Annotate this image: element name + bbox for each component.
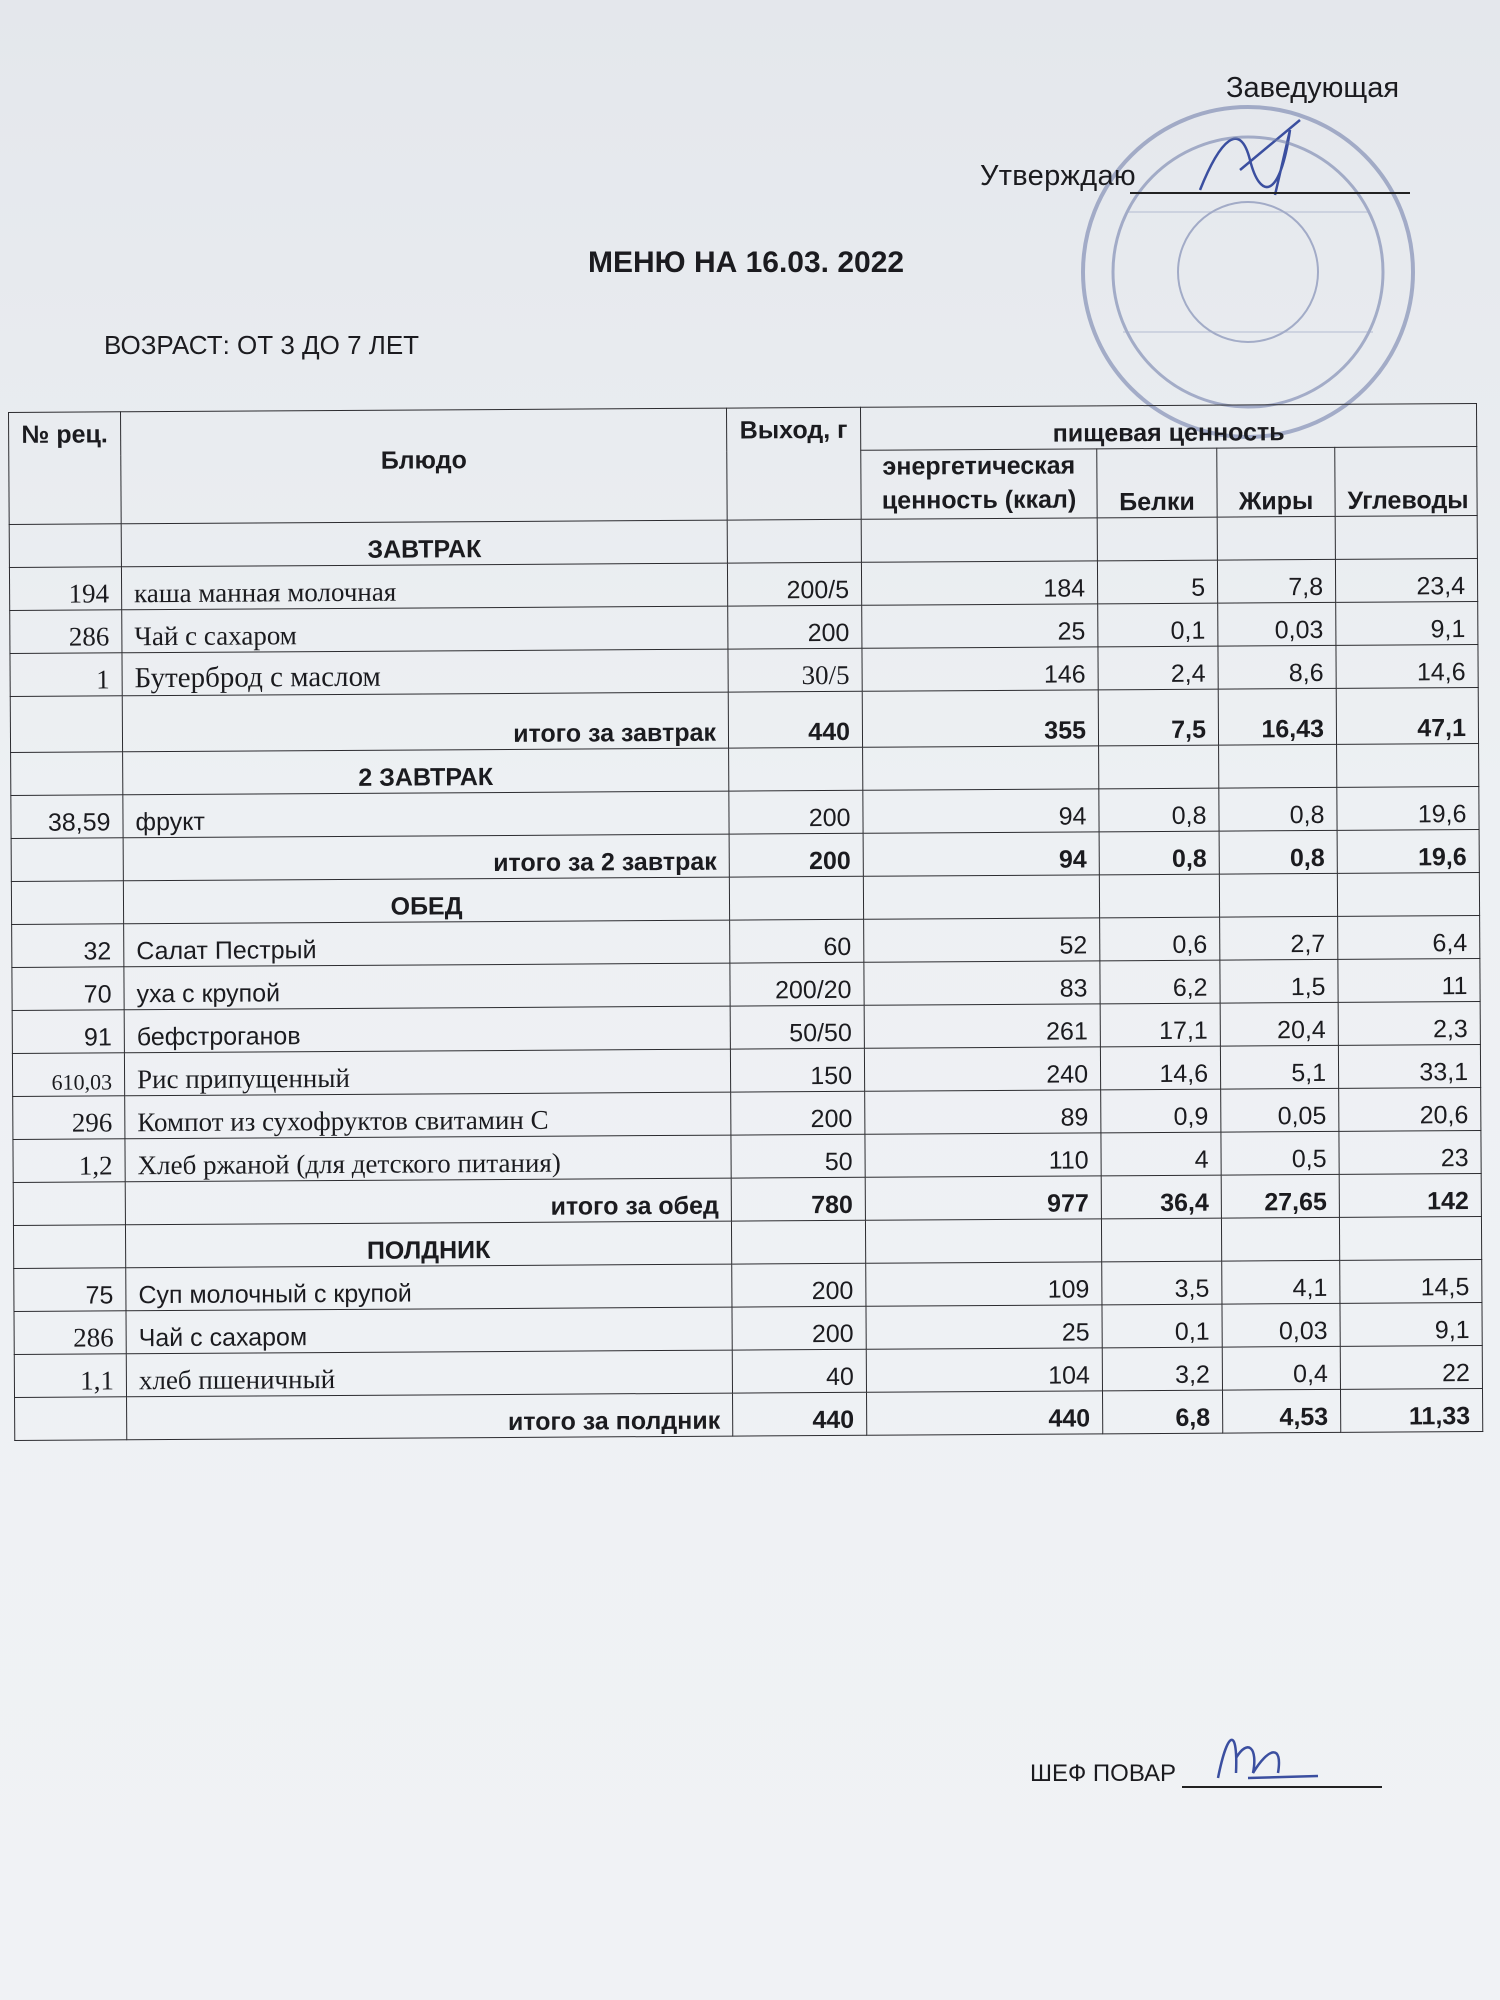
- chef-signature-line: [1182, 1786, 1382, 1788]
- dish-carbs: 33,1: [1338, 1044, 1480, 1088]
- section-title: ЗАВТРАК: [121, 520, 727, 567]
- col-protein-header: Белки: [1097, 448, 1217, 517]
- dish-protein: 4: [1101, 1132, 1221, 1176]
- dish-fat: 8,6: [1218, 645, 1336, 689]
- recipe-num: 1,2: [13, 1138, 125, 1182]
- dish-name: Чай с сахаром: [122, 606, 728, 653]
- dish-name: Рис припущенный: [124, 1049, 730, 1096]
- dish-name: Компот из сухофруктов свитамин С: [125, 1092, 731, 1139]
- menu-title: МЕНЮ НА 16.03. 2022: [588, 246, 905, 279]
- total-carbs: 47,1: [1336, 687, 1478, 744]
- dish-fat: 0,4: [1222, 1346, 1340, 1390]
- recipe-num: 38,59: [11, 794, 123, 838]
- dish-protein: 0,1: [1102, 1304, 1222, 1348]
- dish-protein: 2,4: [1098, 646, 1218, 690]
- dish-kcal: 184: [861, 560, 1097, 604]
- dish-protein: 6,2: [1100, 960, 1220, 1004]
- dish-carbs: 2,3: [1338, 1001, 1480, 1045]
- dish-yield: 60: [730, 919, 864, 963]
- dish-fat: 0,8: [1219, 787, 1337, 831]
- dish-carbs: 14,6: [1336, 644, 1478, 688]
- total-label: итого за полдник: [127, 1393, 733, 1440]
- total-label: итого за завтрак: [122, 692, 728, 752]
- total-row-snack: [15, 1388, 1483, 1440]
- col-fat-header: Жиры: [1217, 447, 1335, 516]
- dish-name: Чай с сахаром: [126, 1307, 732, 1354]
- total-fat: 4,53: [1222, 1389, 1340, 1433]
- recipe-num: 32: [12, 923, 124, 967]
- dish-kcal: 104: [866, 1347, 1102, 1391]
- total-carbs: 11,33: [1340, 1388, 1482, 1432]
- recipe-num: 286: [10, 609, 122, 653]
- dish-protein: 3,2: [1102, 1347, 1222, 1391]
- total-protein: 0,8: [1099, 831, 1219, 875]
- total-fat: 16,43: [1218, 688, 1336, 745]
- dish-kcal: 109: [866, 1261, 1102, 1305]
- dish-yield: 30/5: [728, 648, 862, 692]
- col-energy-header: энергетическая ценность (ккал): [861, 449, 1097, 519]
- dish-kcal: 25: [862, 603, 1098, 647]
- menu-table: [8, 403, 1483, 1440]
- dish-carbs: 19,6: [1337, 786, 1479, 830]
- chef-label: ШЕФ ПОВАР: [1030, 1760, 1177, 1787]
- dish-yield: 200: [732, 1263, 866, 1307]
- dish-carbs: 14,5: [1340, 1259, 1482, 1303]
- total-kcal: 355: [862, 689, 1098, 746]
- dish-fat: 1,5: [1220, 959, 1338, 1003]
- total-protein: 7,5: [1098, 689, 1218, 746]
- dish-yield: 40: [732, 1349, 866, 1393]
- dish-name: уха с крупой: [124, 963, 730, 1010]
- dish-fat: 2,7: [1220, 916, 1338, 960]
- section-title: 2 ЗАВТРАК: [123, 748, 729, 795]
- dish-protein: 17,1: [1100, 1003, 1220, 1047]
- dish-protein: 14,6: [1100, 1046, 1220, 1090]
- total-fat: 0,8: [1219, 830, 1337, 874]
- total-kcal: 440: [867, 1390, 1103, 1434]
- dish-yield: 200: [729, 790, 863, 834]
- dish-carbs: 6,4: [1338, 915, 1480, 959]
- recipe-num: 70: [12, 966, 124, 1010]
- total-kcal: 94: [863, 831, 1099, 875]
- section-title: ПОЛДНИК: [125, 1221, 731, 1268]
- dish-protein: 0,1: [1098, 603, 1218, 647]
- dish-name: фрукт: [123, 791, 729, 838]
- dish-yield: 200/5: [727, 562, 861, 606]
- recipe-num: 194: [9, 566, 121, 610]
- recipe-num: 1,1: [14, 1353, 126, 1397]
- dish-carbs: 20,6: [1339, 1087, 1481, 1131]
- total-label: итого за 2 завтрак: [123, 834, 729, 881]
- recipe-num: 286: [14, 1310, 126, 1354]
- section-title: ОБЕД: [123, 877, 729, 924]
- total-yield: 200: [729, 833, 863, 877]
- dish-fat: 7,8: [1217, 559, 1335, 603]
- total-kcal: 977: [865, 1175, 1101, 1219]
- col-num-header: № рец.: [9, 412, 122, 524]
- dish-carbs: 9,1: [1340, 1302, 1482, 1346]
- dish-yield: 50: [731, 1134, 865, 1178]
- dish-name: Суп молочный с крупой: [126, 1264, 732, 1311]
- dish-name: каша манная молочная: [121, 563, 727, 610]
- dish-fat: 0,03: [1222, 1303, 1340, 1347]
- dish-kcal: 89: [865, 1089, 1101, 1133]
- dish-protein: 0,9: [1101, 1089, 1221, 1133]
- approval-signature-line: [1130, 192, 1410, 194]
- dish-yield: 150: [730, 1048, 864, 1092]
- dish-name: хлеб пшеничный: [126, 1350, 732, 1397]
- col-carbs-header: Углеводы: [1335, 447, 1477, 516]
- total-row-breakfast: [10, 687, 1478, 752]
- dish-kcal: 94: [863, 788, 1099, 832]
- approval-label: [980, 160, 1136, 193]
- chef-signature-block: [1030, 1760, 1382, 1788]
- dish-yield: 200: [728, 605, 862, 649]
- col-yield-header: Выход, г: [726, 407, 861, 519]
- total-protein: 6,8: [1102, 1390, 1222, 1434]
- dish-fat: 0,03: [1218, 602, 1336, 646]
- head-title: Заведующая: [1226, 72, 1400, 104]
- dish-name: Хлеб ржаной (для детского питания): [125, 1135, 731, 1182]
- dish-fat: 0,5: [1221, 1131, 1339, 1175]
- dish-yield: 200: [732, 1306, 866, 1350]
- dish-carbs: 9,1: [1336, 601, 1478, 645]
- dish-kcal: 240: [864, 1046, 1100, 1090]
- total-yield: 440: [733, 1392, 867, 1436]
- dish-kcal: 52: [864, 917, 1100, 961]
- recipe-num: 296: [13, 1095, 125, 1139]
- dish-carbs: 11: [1338, 958, 1480, 1002]
- dish-carbs: 22: [1340, 1345, 1482, 1389]
- round-stamp: [1068, 92, 1428, 452]
- total-protein: 36,4: [1101, 1175, 1221, 1219]
- dish-yield: 50/50: [730, 1005, 864, 1049]
- dish-carbs: 23: [1339, 1130, 1481, 1174]
- dish-protein: 3,5: [1102, 1261, 1222, 1305]
- dish-kcal: 146: [862, 646, 1098, 690]
- dish-kcal: 25: [866, 1304, 1102, 1348]
- approve-text: Утверждаю: [980, 160, 1136, 192]
- dish-fat: 20,4: [1220, 1002, 1338, 1046]
- dish-protein: 0,6: [1100, 917, 1220, 961]
- recipe-num: 1: [10, 652, 122, 696]
- total-yield: 440: [728, 691, 862, 748]
- dish-kcal: 261: [864, 1003, 1100, 1047]
- recipe-num: 91: [12, 1009, 124, 1053]
- dish-name: Бутерброд с маслом: [122, 649, 728, 696]
- recipe-num: 610,03: [12, 1052, 124, 1096]
- dish-name: Салат Пестрый: [124, 920, 730, 967]
- age-group: ВОЗРАСТ: ОТ 3 ДО 7 ЛЕТ: [104, 330, 420, 360]
- dish-carbs: 23,4: [1335, 558, 1477, 602]
- total-carbs: 19,6: [1337, 829, 1479, 873]
- dish-protein: 0,8: [1099, 788, 1219, 832]
- dish-kcal: 83: [864, 960, 1100, 1004]
- dish-yield: 200/20: [730, 962, 864, 1006]
- dish-name: бефстроганов: [124, 1006, 730, 1053]
- dish-yield: 200: [731, 1091, 865, 1135]
- col-dish-header: Блюдо: [121, 408, 728, 523]
- total-label: итого за обед: [125, 1178, 731, 1225]
- total-fat: 27,65: [1221, 1174, 1339, 1218]
- dish-fat: 4,1: [1222, 1260, 1340, 1304]
- col-nutrition-header: пищевая ценность: [860, 404, 1476, 451]
- dish-fat: 5,1: [1220, 1045, 1338, 1089]
- dish-kcal: 110: [865, 1132, 1101, 1176]
- total-yield: 780: [731, 1177, 865, 1221]
- dish-protein: 5: [1097, 560, 1217, 604]
- recipe-num: 75: [14, 1267, 126, 1311]
- dish-fat: 0,05: [1221, 1088, 1339, 1132]
- total-carbs: 142: [1339, 1173, 1481, 1217]
